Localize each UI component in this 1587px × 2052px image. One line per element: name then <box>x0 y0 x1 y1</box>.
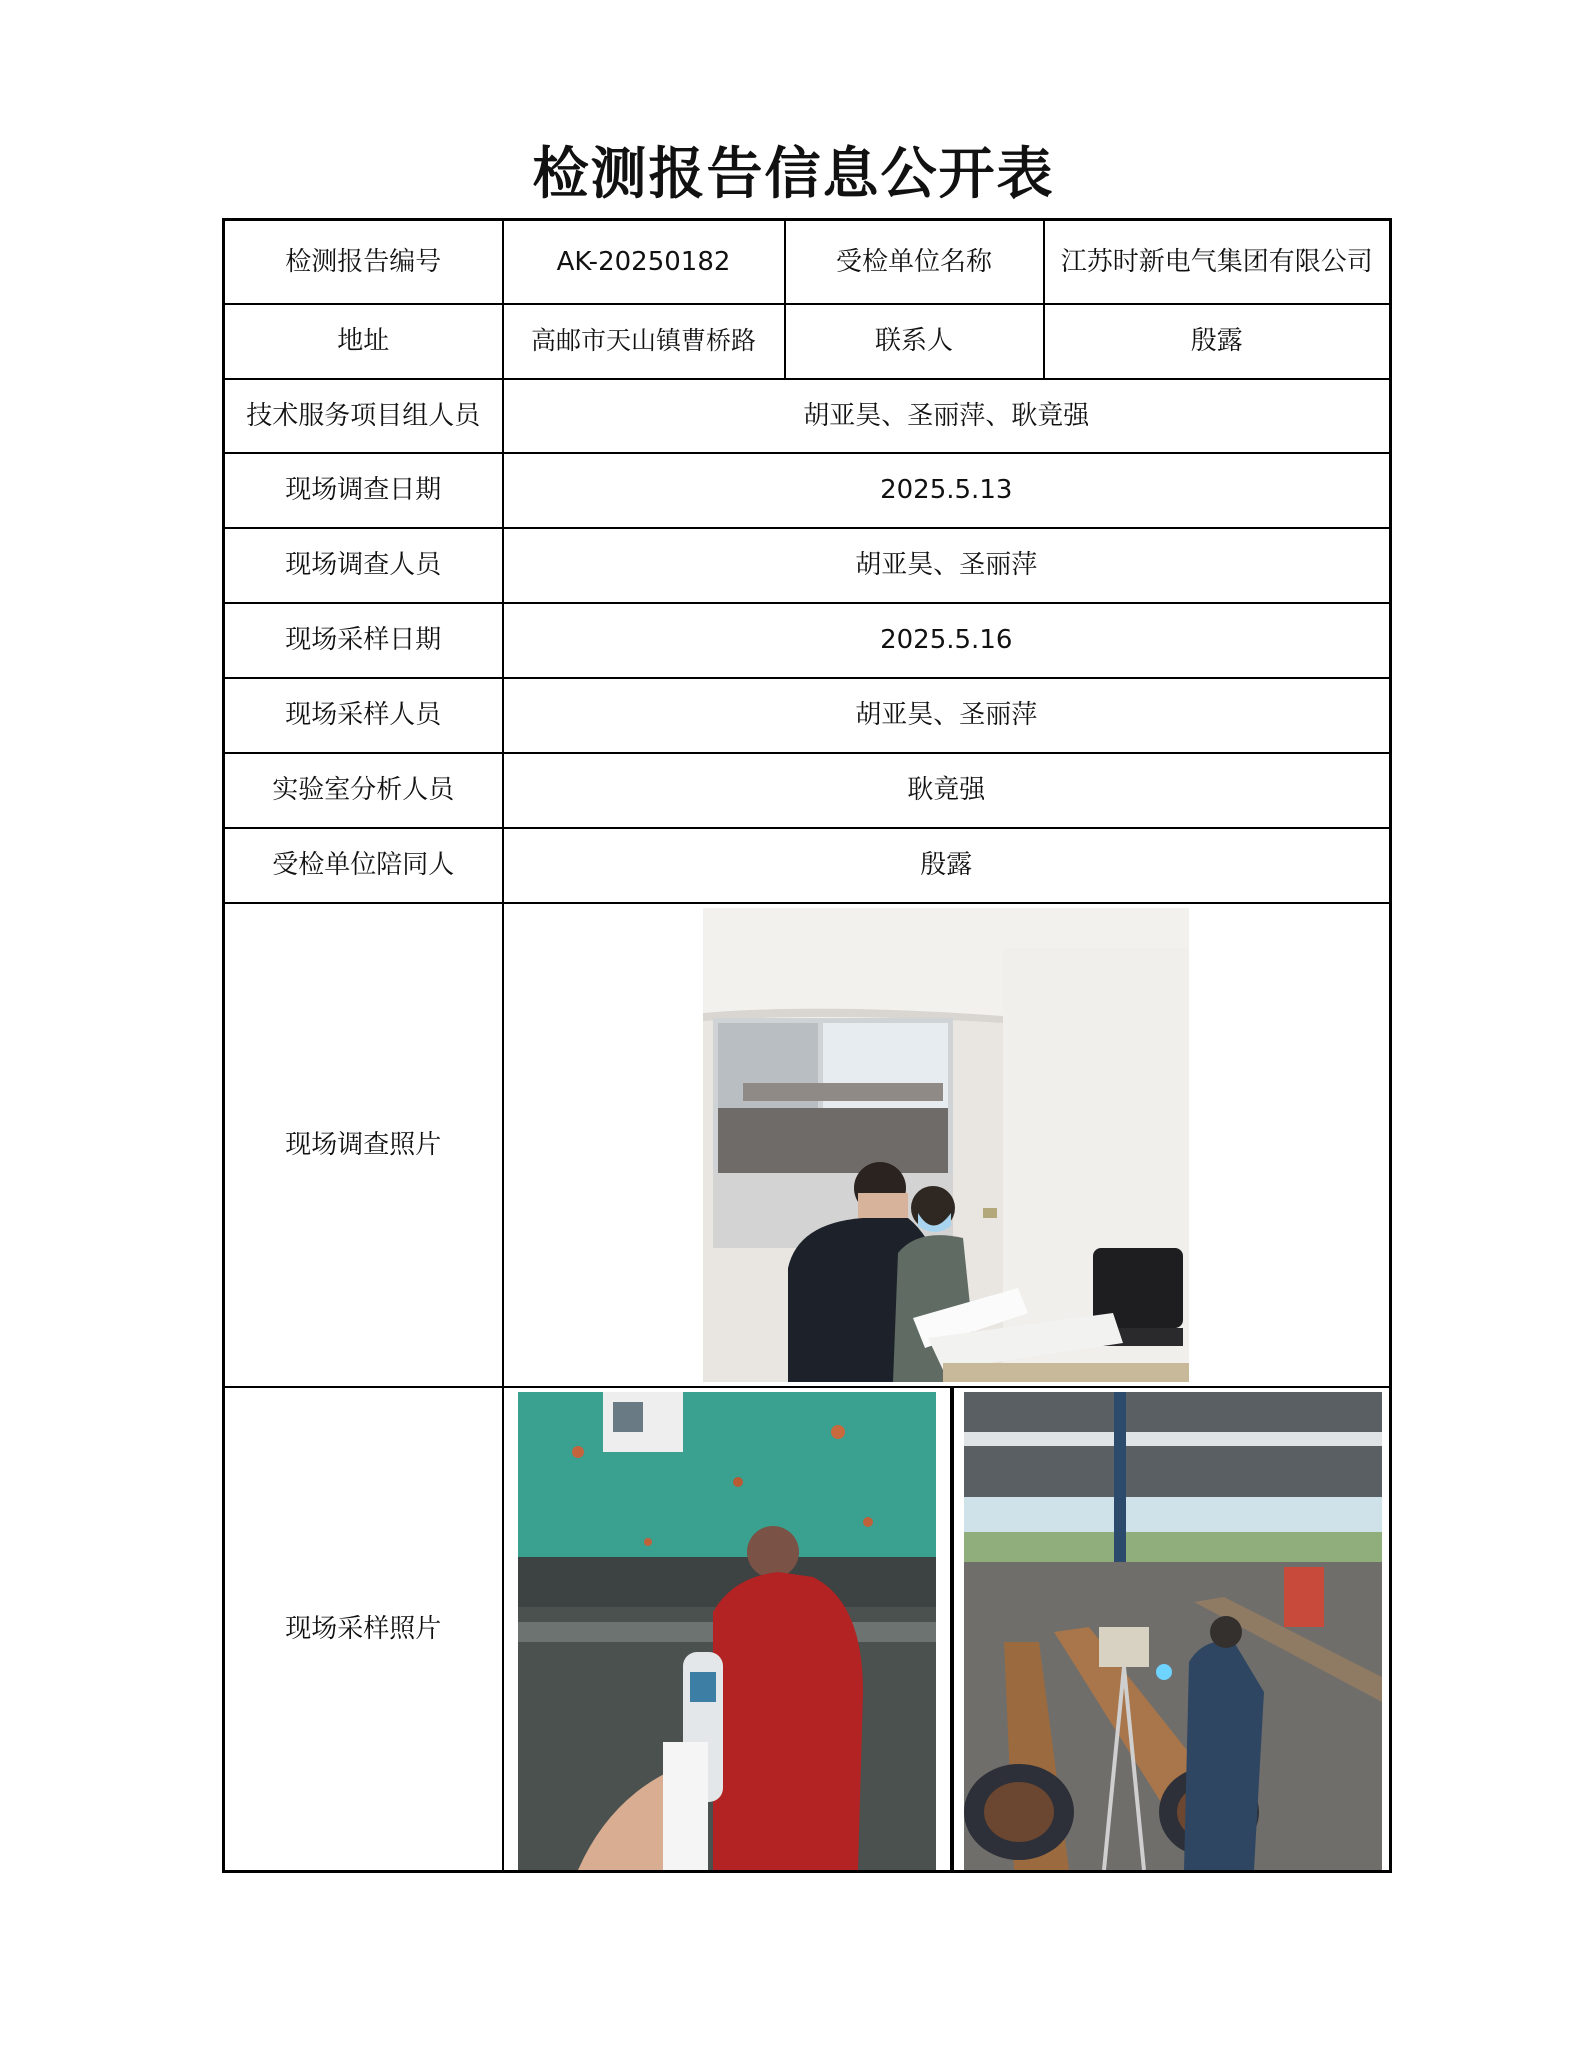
page-title: 检测报告信息公开表 <box>532 142 1055 207</box>
table-row <box>224 453 1391 528</box>
unit-name-label: 受检单位名称 <box>785 220 1044 304</box>
sampling-photo-cell <box>503 1387 1391 1872</box>
team-label: 技术服务项目组人员 <box>224 379 503 453</box>
table-row <box>224 220 1391 304</box>
sampling-date-value: 2025.5.16 <box>503 603 1391 678</box>
contact-label: 联系人 <box>785 304 1044 379</box>
unit-name-value <box>1044 220 1391 304</box>
table-row <box>224 828 1391 903</box>
survey-staff-label: 现场调查人员 <box>224 528 503 603</box>
table-row <box>224 753 1391 828</box>
report-table <box>222 218 1392 1873</box>
address-label: 地址 <box>224 304 503 379</box>
table-row <box>224 1387 1391 1872</box>
sampling-staff-value: 胡亚昊、圣丽萍 <box>503 678 1391 753</box>
lab-staff-label: 实验室分析人员 <box>224 753 503 828</box>
table-row <box>224 528 1391 603</box>
table-row <box>224 903 1391 1387</box>
survey-photo-label: 现场调查照片 <box>224 903 503 1387</box>
sampling-photo-right <box>964 1392 1382 1870</box>
contact-value: 殷露 <box>1044 304 1391 379</box>
team-value: 胡亚昊、圣丽萍、耿竟强 <box>503 379 1391 453</box>
unit-name-text: 江苏时新电气集团有限公司 <box>1060 246 1373 277</box>
survey-date-value: 2025.5.13 <box>503 453 1391 528</box>
escort-label: 受检单位陪同人 <box>224 828 503 903</box>
survey-date-label: 现场调查日期 <box>224 453 503 528</box>
survey-photo-cell <box>503 903 1391 1387</box>
table-row <box>224 603 1391 678</box>
survey-photo <box>703 908 1189 1382</box>
survey-staff-value: 胡亚昊、圣丽萍 <box>503 528 1391 603</box>
sampling-photo-label: 现场采样照片 <box>224 1387 503 1872</box>
sampling-photo-left <box>518 1392 936 1870</box>
report-no-text: AK-20250182 <box>556 246 731 277</box>
lab-staff-value: 耿竟强 <box>503 753 1391 828</box>
table-row <box>224 678 1391 753</box>
sampling-date-label: 现场采样日期 <box>224 603 503 678</box>
report-no-value <box>503 220 785 304</box>
table-row <box>224 379 1391 453</box>
sampling-staff-label: 现场采样人员 <box>224 678 503 753</box>
escort-value: 殷露 <box>503 828 1391 903</box>
address-value: 高邮市天山镇曹桥路 <box>503 304 785 379</box>
report-no-label: 检测报告编号 <box>224 220 503 304</box>
table-row <box>224 304 1391 379</box>
